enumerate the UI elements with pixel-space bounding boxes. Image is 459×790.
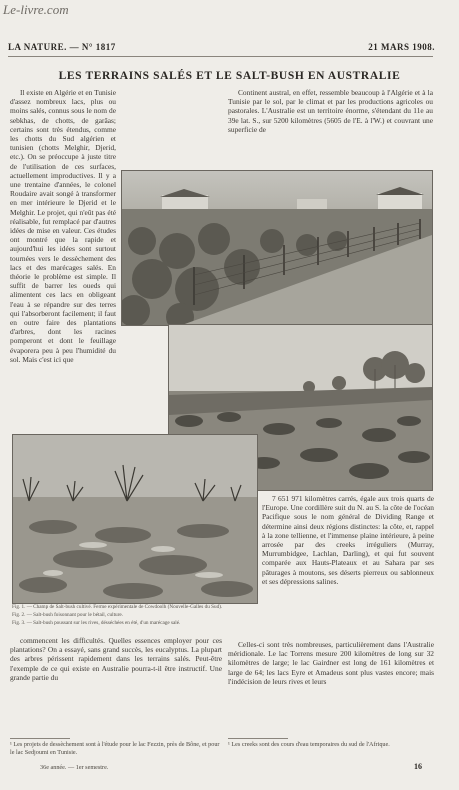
caption-fig3: Fig. 3. — Salt-bush poussant sur les rives, désséchées en été, d'un marécage salé. [12,620,181,626]
paragraph: 7 651 971 kilomètres carrés, égale aux trois quarts de l'Europe. Une cordillère suit du N. au S. la côte de l'océan Pacifique sous le nom général de Dividing Range et détermine ainsi deux régions distinctes: la côte, et, rappel à la zone tellienne, et l'immense plaine intérieure, à peine arrosée par des creeks irréguliers (Murray, Murrumbidgee, Lachlan, Darling), et qui fut souvent comparée aux Hauts-Plateaux et au Sahara par ses pâturages à moutons, ses déserts pierreux ou sablonneux et ses dépressions salines. [262,494,434,586]
paragraph: Continent austral, en effet, ressemble beaucoup à l'Algérie et à la Tunisie par le sol, par le climat et par les productions agricoles ou pastorales. L'Australie est un territoire énorme, s'étendant du 11e au 39e lat. S., sur 5200 kilomètres (5605 de l'E. à l'W.) et couvrant une superficie de [228,88,433,134]
footnote-left: ¹ Les projets de dessèchement sont à l'étude pour le lac Fezzin, près de Bône, et pour le lac Sedjoumi en Tunisie. [10,741,220,756]
page-number: 16 [414,762,422,771]
publication-title: LA NATURE. — N° 1817 [8,42,116,52]
paragraph: Celles-ci sont très nombreuses, particulièrement dans l'Australie méridionale. Le lac Torrens mesure 200 kilomètres de long sur 32 kilomètres de large; le lac Gairdner est long de 161 kilomètres et large de 64; les lacs Eyre et Amadeus sont plus vastes encore; mais l'indécision de leurs rives et leurs [228,640,434,686]
watermark: Le-livre.com [3,2,69,17]
caption-fig1: Fig. 1. — Champ de Salt-bush cultivé. Ferme expérimentale de Cowdoolh (Nouvelle-Galles du Sud). [12,604,223,610]
field-photo-image [122,171,432,325]
paragraph: Il existe en Algérie et en Tunisie d'assez nombreux lacs, plus ou moins salés, connus sous le nom de sebkhas, de chotts, de garâas; certains sont très étendus, comme les chotts du Sud algérien et tunisien (chotts Melghir, Djerid, etc.). On se préoccupe à juste titre de l'utilisation de ces surfaces, actuellement improductives. Il y a une trentaine d'années, le colonel Roudaire avait songé à transformer en mer intérieure le Djerid et le Melghir. Le projet, qui n'eût pas été réalisable, fut remplacé par d'autres idées de mise en valeur. Ces études ont montré que la rapide et aujourd'hui les idées sont surtout tournées vers le dessèchement des lacs et des marécages salés. En théorie le problème est simple. Il suffit de barrer les oueds qui alimentent ces lacs en obligeant l'eau à se répandre sur des terres qui l'absorberont facilement; il faut en outre faire des plantations d'arbres, dont les racines pomperont et dont le feuillage évaporera peu à peu l'humidité du sol. Mais c'est ici que [10,88,116,364]
volume-info: 36e année. — 1er semestre. [40,764,109,771]
footnote-right: ¹ Les creeks sont des cours d'eau temporaires du sud de l'Afrique. [228,741,390,748]
photo-salt-bush-field [121,170,433,326]
column-right-top-text [228,88,433,170]
column-bottom-right-text [228,640,434,736]
article-title: LES TERRAINS SALÉS ET LE SALT-BUSH EN AUSTRALIE [58,70,401,82]
photo-salt-marsh [12,434,258,604]
issue-date: 21 MARS 1908. [368,42,435,52]
column-left-text [10,88,116,440]
marsh-photo-image [13,435,257,603]
caption-fig2: Fig. 2. — Salt-bush foisonnant pour le bétail, culture. [12,612,123,618]
header-rule [8,56,433,57]
column-bottom-left-text [10,636,222,736]
footnote-rule-left [10,738,70,739]
column-right-mid-text [262,494,434,636]
paragraph: commencent les difficultés. Quelles essences employer pour ces plantations? On a essayé, sans grand succès, les eucalyptus. La plupart des arbres périssent rapidement dans les terrains salés. Peut-être l'exemple de ce qui existe en Australie pourra-t-il être instructif. Une grande partie du [10,636,222,682]
footnote-rule-right [228,738,288,739]
running-header [0,42,459,56]
